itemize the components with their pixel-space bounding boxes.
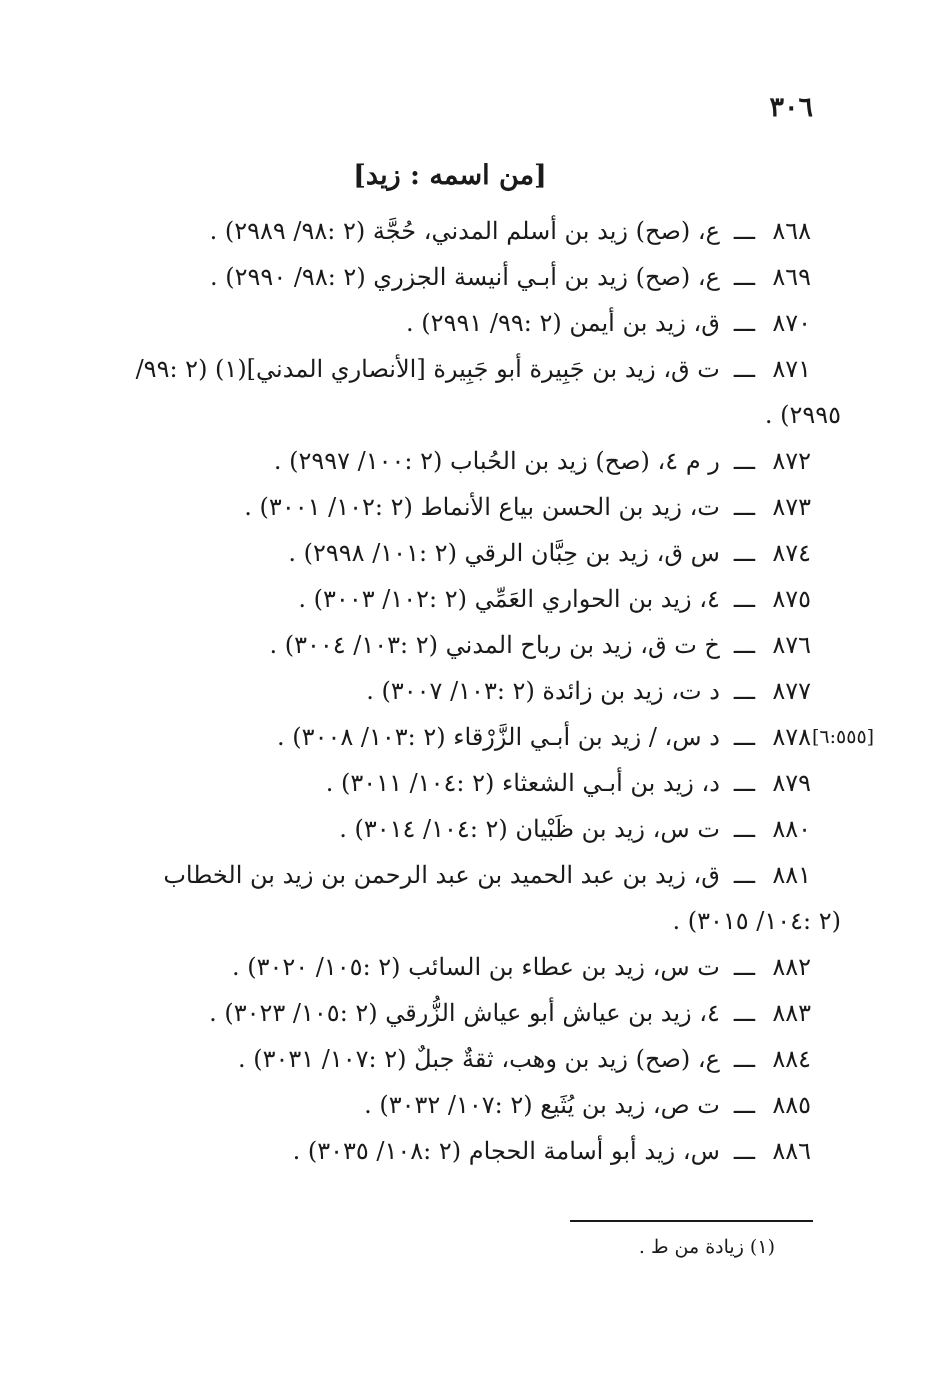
section-heading: [من اسمه : زيد]: [353, 160, 547, 191]
entry-row: [91, 484, 811, 530]
entry-dash: ـــ: [733, 355, 755, 383]
entry-row: [91, 530, 811, 576]
entry-dash: ـــ: [733, 769, 755, 797]
entry-dash: ـــ: [733, 263, 755, 291]
entry-text: ق، زيد بن عبد الحميد بن عبد الرحمن بن زيد بن الخطاب: [163, 861, 720, 889]
entry-dash: ـــ: [733, 861, 755, 889]
footnote-divider: [570, 1220, 813, 1222]
entry-dash: ـــ: [733, 1091, 755, 1119]
page-number: ٣٠٦: [769, 92, 813, 123]
entry-text: س ق، زيد بن حِبَّان الرقي (٢ :١٠١/ ٢٩٩٨) .: [288, 539, 720, 567]
entry-row: [91, 1082, 811, 1128]
entry-text: ت س، زيد بن ظَبْيان (٢ :١٠٤/ ٣٠١٤) .: [339, 815, 720, 843]
entry-number: ٨٧٣: [772, 493, 811, 521]
entry-dash: ـــ: [733, 217, 755, 245]
entry-number: ٨٦٩: [772, 263, 811, 291]
entry-continuation: ٢٩٩٥) .: [764, 401, 841, 429]
entry-row: [91, 760, 811, 806]
entry-text: ت، زيد بن الحسن بياع الأنماط (٢ :١٠٢/ ٣٠٠١) .: [244, 493, 720, 521]
entry-row: [91, 346, 811, 392]
entry-number: ٨٨٣: [772, 999, 811, 1027]
entry-number: ٨٧٠: [772, 309, 811, 337]
entry-text: ت ص، زيد بن يُثَيع (٢ :١٠٧/ ٣٠٣٢) .: [364, 1091, 720, 1119]
entry-text: ت ق، زيد بن جَبِيرة أبو جَبِيرة [الأنصاري المدني](١) (٢ :٩٩/: [135, 355, 720, 383]
entry-row: [91, 714, 811, 760]
entry-text: ر م ٤، (صح) زيد بن الحُباب (٢ :١٠٠/ ٢٩٩٧) .: [273, 447, 720, 475]
entry-text: ٤، زيد بن عياش أبو عياش الزُّرقي (٢ :١٠٥/ ٣٠٢٣) .: [209, 999, 720, 1027]
entry-number: ٨٧١: [772, 355, 811, 383]
entry-row: [91, 668, 811, 714]
entry-number: ٨٧٢: [772, 447, 811, 475]
entry-number: ٨٧٦: [772, 631, 811, 659]
entry-number: ٨٧٨: [772, 723, 811, 751]
entry-number: ٨٨٥: [772, 1091, 811, 1119]
entry-number: ٨٨٠: [772, 815, 811, 843]
entry-dash: ـــ: [733, 447, 755, 475]
entry-number: ٨٧٧: [772, 677, 811, 705]
entry-dash: ـــ: [733, 815, 755, 843]
entry-row: [91, 622, 811, 668]
entry-row: [91, 944, 811, 990]
entry-dash: ـــ: [733, 723, 755, 751]
entry-number: ٨٨٦: [772, 1137, 811, 1165]
entry-number: ٨٧٤: [772, 539, 811, 567]
entry-text: ع، (صح) زيد بن أسلم المدني، حُجَّة (٢ :٩٨/ ٢٩٨٩) .: [209, 217, 720, 245]
entry-number: ٨٧٥: [772, 585, 811, 613]
entry-dash: ـــ: [733, 631, 755, 659]
entry-row: [91, 1128, 811, 1174]
entry-dash: ـــ: [733, 585, 755, 613]
entry-row: [91, 990, 811, 1036]
entry-dash: ـــ: [733, 309, 755, 337]
entry-dash: ـــ: [733, 539, 755, 567]
entry-dash: ـــ: [733, 953, 755, 981]
entry-text: د ت، زيد بن زائدة (٢ :١٠٣/ ٣٠٠٧) .: [366, 677, 720, 705]
entry-text: ٤، زيد بن الحواري العَمِّي (٢ :١٠٢/ ٣٠٠٣) .: [298, 585, 720, 613]
entry-dash: ـــ: [733, 1045, 755, 1073]
entry-text: د، زيد بن أبـي الشعثاء (٢ :١٠٤/ ٣٠١١) .: [325, 769, 720, 797]
entry-row: [91, 576, 811, 622]
entry-row: [91, 438, 811, 484]
entry-text: خ ت ق، زيد بن رباح المدني (٢ :١٠٣/ ٣٠٠٤) .: [269, 631, 720, 659]
entry-continuation: (٢ :١٠٤/ ٣٠١٥) .: [672, 907, 841, 935]
margin-note: [٦:٥٥٥]: [812, 726, 875, 748]
entry-text: ع، (صح) زيد بن أبـي أنيسة الجزري (٢ :٩٨/ ٢٩٩٠) .: [210, 263, 720, 291]
entry-number: ٨٨٤: [772, 1045, 811, 1073]
entry-row: [91, 208, 811, 254]
entry-row: [91, 806, 811, 852]
entry-text: ع، (صح) زيد بن وهب، ثقةٌ جبلٌ (٢ :١٠٧/ ٣٠٣١) .: [237, 1045, 720, 1073]
entry-dash: ـــ: [733, 1137, 755, 1165]
entry-number: ٨٨١: [772, 861, 811, 889]
entry-row: [91, 300, 811, 346]
entry-number: ٨٦٨: [772, 217, 811, 245]
footnote: (١) زيادة من ط .: [638, 1236, 775, 1258]
entry-text: ت س، زيد بن عطاء بن السائب (٢ :١٠٥/ ٣٠٢٠) .: [231, 953, 720, 981]
entry-dash: ـــ: [733, 493, 755, 521]
entry-number: ٨٨٢: [772, 953, 811, 981]
entry-dash: ـــ: [733, 999, 755, 1027]
entry-text: د س، / زيد بن أبـي الزَّرْقاء (٢ :١٠٣/ ٣٠٠٨) .: [277, 723, 720, 751]
entry-dash: ـــ: [733, 677, 755, 705]
entry-number: ٨٧٩: [772, 769, 811, 797]
entry-text: ق، زيد بن أيمن (٢ :٩٩/ ٢٩٩١) .: [406, 309, 720, 337]
entry-row: [91, 1036, 811, 1082]
entry-list: [91, 208, 841, 1174]
entry-row: [91, 852, 811, 898]
entry-row: [91, 254, 811, 300]
entry-text: س، زيد أبو أسامة الحجام (٢ :١٠٨/ ٣٠٣٥) .: [292, 1137, 720, 1165]
